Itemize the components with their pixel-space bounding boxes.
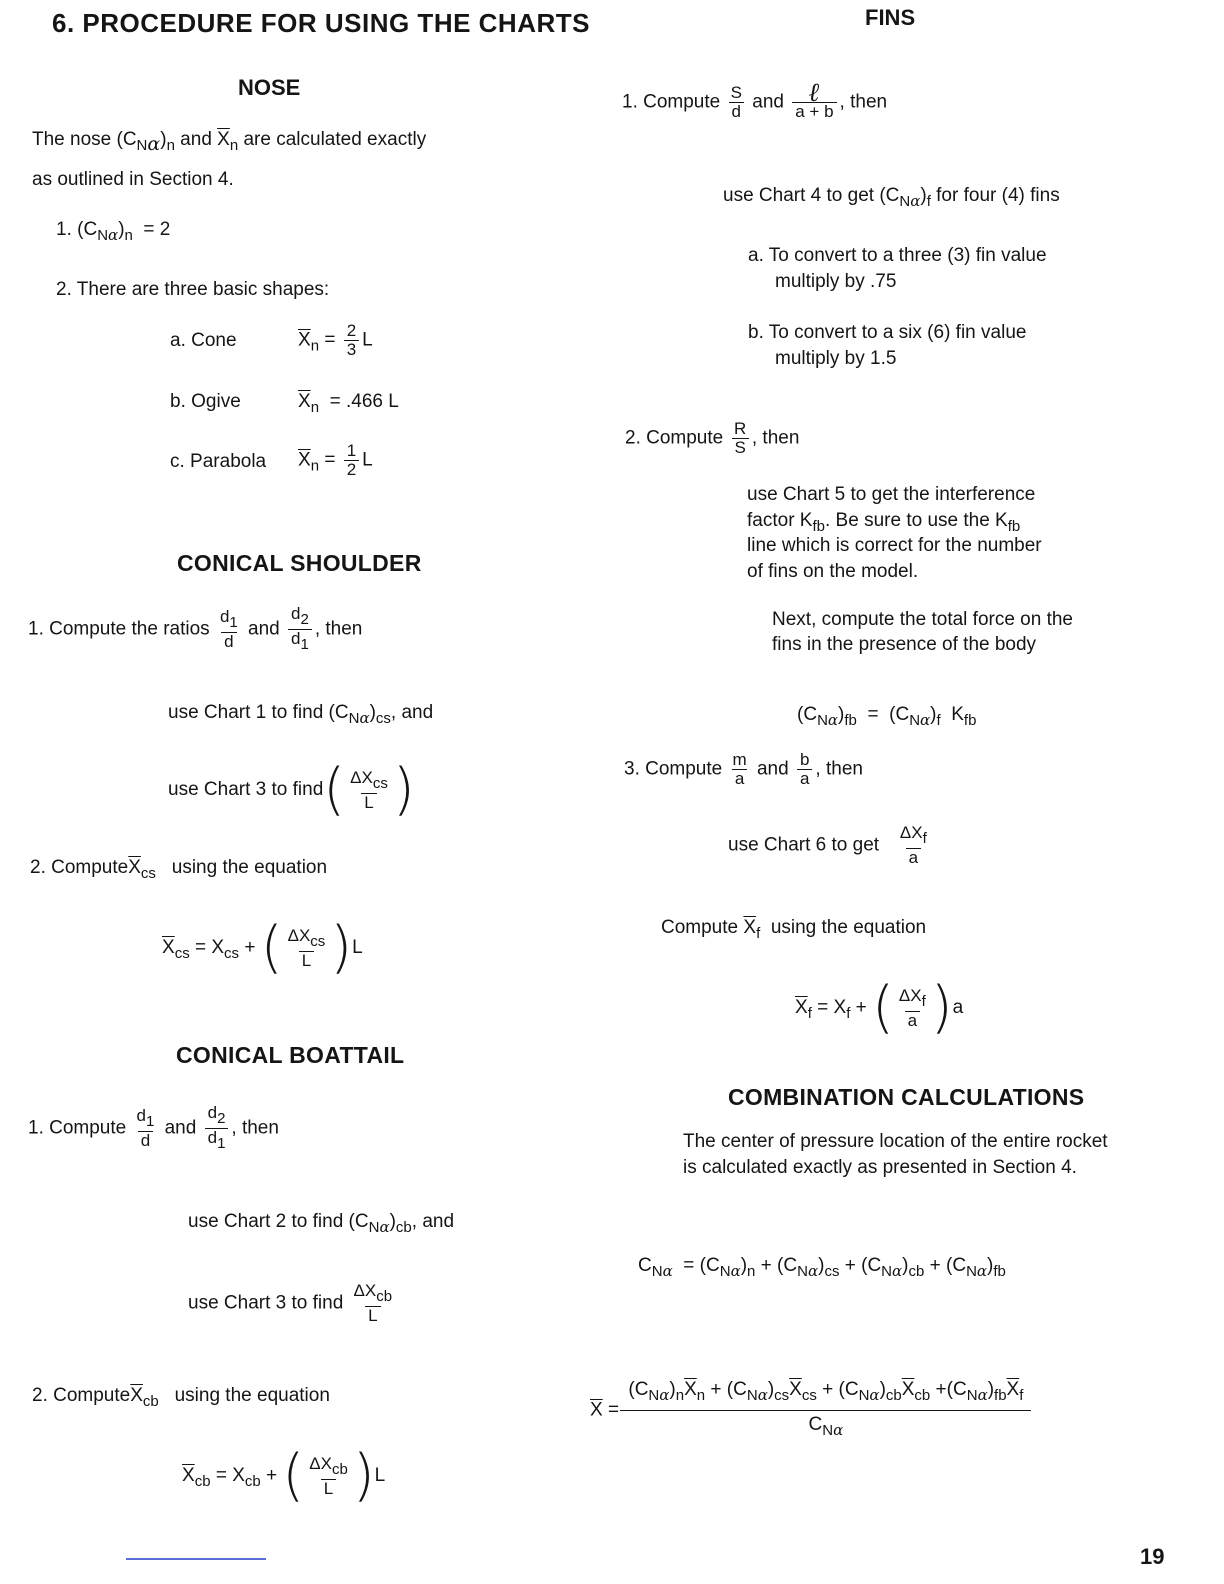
boattail-step1: 1. Compute $\frac{d1}{d}$ and $\frac{d2}{d1}$ , then bbox=[28, 1103, 279, 1152]
nose-step2: 2. There are three basic shapes: bbox=[56, 279, 330, 300]
page-title: 6. PROCEDURE FOR USING THE CHARTS bbox=[52, 8, 590, 38]
page-number: 19 bbox=[1140, 1544, 1165, 1569]
shape-ogive-formula: $\overline{X}_n = .466$ L bbox=[298, 391, 399, 416]
nose-heading: NOSE bbox=[238, 75, 301, 100]
fins-chart5-3: line which is correct for the number bbox=[747, 535, 1042, 556]
fins-fb-equation: $(C_{N\alpha})_{fb} = (C_{N\alpha})_f$ $K_{fb}$ bbox=[797, 704, 977, 729]
combination-heading: COMBINATION CALCULATIONS bbox=[728, 1084, 1085, 1110]
fins-conv-b-1: b. To convert to a six (6) fin value bbox=[748, 322, 1027, 343]
fins-conv-a-1: a. To convert to a three (3) fin value bbox=[748, 245, 1047, 266]
fins-xf-equation: $\overline{X}_f = X_f$ + ( $\frac{\text{ΔXf}}{a}$ )a bbox=[795, 975, 964, 1040]
nose-intro-line1: The nose $(C_N\alpha)_n$ and $\overline{X}_n$ are calculated exactly bbox=[32, 129, 427, 155]
fins-chart6: use Chart 6 to get $\frac{\text{ΔXf}}{a}$ bbox=[728, 823, 927, 867]
shape-cone-label: a. Cone bbox=[170, 330, 237, 351]
fins-step2: 2. Compute $\frac{R}{S}$ , then bbox=[625, 419, 800, 457]
boattail-step2: 2. $Compute\overline{X}_{cb}$ using the equation bbox=[32, 1385, 330, 1410]
shoulder-heading: CONICAL SHOULDER bbox=[177, 550, 422, 576]
boattail-chart2: use Chart 2 to find $(C_{N\alpha})_{cb}$, and bbox=[188, 1211, 455, 1236]
combination-line1: The center of pressure location of the entire rocket bbox=[683, 1131, 1108, 1152]
fins-chart4: use Chart 4 to get $(C_{N\alpha})_f$ for four (4) fins bbox=[723, 185, 1060, 210]
shape-ogive-label: b. Ogive bbox=[170, 391, 241, 412]
fins-chart5-1: use Chart 5 to get the interference bbox=[747, 484, 1036, 505]
fins-step3: 3. Compute $\frac{m}{a}$ and $\frac{b}{a}$ , then bbox=[624, 750, 863, 788]
fins-chart5-2: factor $K_{fb}$. Be sure to use the $K_{fb}$ bbox=[747, 510, 1021, 535]
boattail-chart3: use Chart 3 to find $\frac{\text{ΔXcb}}{L}$ bbox=[188, 1281, 393, 1325]
fins-compute-xf: Compute $\overline{X}_f$ using the equation bbox=[661, 917, 927, 942]
shape-cone-formula: $\overline{X}_n$ = $\frac{2}{3}$ L bbox=[298, 321, 373, 359]
shoulder-chart1: use Chart 1 to find $(C_{N\alpha})_{cs}$, and bbox=[168, 702, 434, 727]
boattail-heading: CONICAL BOATTAIL bbox=[176, 1042, 405, 1068]
fins-conv-b-2: multiply by 1.5 bbox=[775, 348, 897, 369]
shape-parabola-label: c. Parabola bbox=[170, 451, 267, 472]
fins-next-2: fins in the presence of the body bbox=[772, 634, 1037, 655]
shoulder-chart3: use Chart 3 to find( $\frac{\text{ΔXcs}}{L}$ ) bbox=[168, 757, 415, 822]
shoulder-step1: 1. Compute the ratios $\frac{d1}{d}$ and $\frac{d2}{d1}$ , then bbox=[28, 604, 363, 653]
shape-parabola-formula: $\overline{X}_n$ = $\frac{1}{2}$ L bbox=[298, 441, 373, 479]
shoulder-equation: $\overline{X}_{cs} = X_{cs}$ + ( $\frac{\text{ΔXcs}}{L}$ )L bbox=[162, 915, 363, 980]
combination-line2: is calculated exactly as presented in Section 4. bbox=[683, 1157, 1077, 1178]
shoulder-step2: 2. $Compute\overline{X}_{cs}$ using the equation bbox=[30, 857, 328, 882]
fins-step1: 1. Compute $\frac{S}{d}$ and $\frac{\text{ℓ}}{a + b}$ , then bbox=[622, 78, 888, 121]
nose-intro-line2: as outlined in Section 4. bbox=[32, 169, 234, 190]
cn-alpha-equation: $C_{N\alpha} = (C_{N\alpha})_n + (C_{N\alpha})_{cs} + (C_{N\alpha})_{cb} + (C_{N\alpha})_{fb}$ bbox=[638, 1255, 1006, 1280]
footer-rule bbox=[126, 1558, 266, 1560]
fins-next-1: Next, compute the total force on the bbox=[772, 609, 1074, 630]
x-bar-equation: $\overline{X}$ = $\frac{(C_{N\alpha})_n\overline{X}_n + (C_{N\alpha})_{cs}\overline{X}_{cs} + (C_{N\alpha})_{cb}\overline{X}_{cb} +(C_{N\alpha})_{fb}\overline{X}_f}{C_{N\alpha}}$ bbox=[590, 1378, 1027, 1443]
fins-heading: FINS bbox=[865, 5, 916, 30]
fins-conv-a-2: multiply by .75 bbox=[775, 271, 897, 292]
boattail-equation: $\overline{X}_{cb} = X_{cb}$ + ( $\frac{\text{ΔXcb}}{L}$ )L bbox=[182, 1443, 386, 1508]
fins-chart5-4: of fins on the model. bbox=[747, 561, 919, 582]
nose-step1: 1. $(C_{N\alpha})_n = 2$ bbox=[56, 219, 171, 244]
